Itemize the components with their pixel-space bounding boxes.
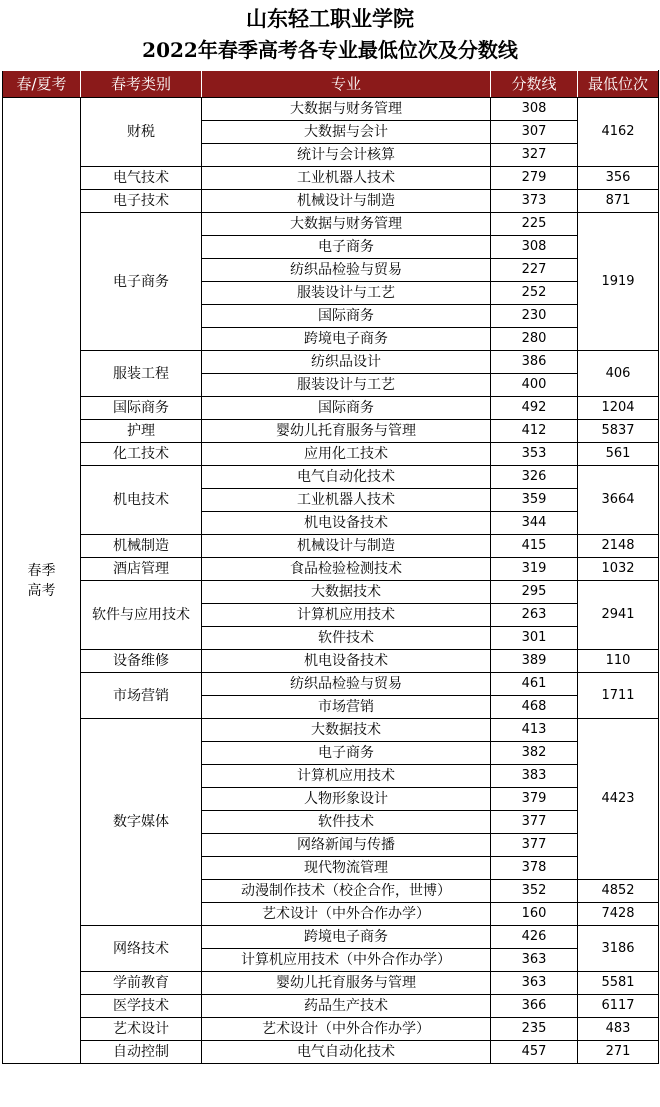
major-cell: 工业机器人技术 xyxy=(202,489,491,512)
score-cell: 413 xyxy=(491,719,578,742)
table-row xyxy=(3,466,659,489)
rank-cell: 4162 xyxy=(578,98,659,167)
major-cell: 电子商务 xyxy=(202,236,491,259)
major-cell: 人物形象设计 xyxy=(202,788,491,811)
rank-cell: 1919 xyxy=(578,213,659,351)
rank-cell: 561 xyxy=(578,443,659,466)
major-cell: 软件技术 xyxy=(202,811,491,834)
score-cell: 383 xyxy=(491,765,578,788)
table-row xyxy=(3,719,659,742)
major-cell: 统计与会计核算 xyxy=(202,144,491,167)
season-cell xyxy=(3,98,81,1064)
table-row xyxy=(3,581,659,604)
rank-cell: 406 xyxy=(578,351,659,397)
score-cell: 363 xyxy=(491,949,578,972)
category-cell: 学前教育 xyxy=(81,972,202,995)
major-cell: 国际商务 xyxy=(202,397,491,420)
major-cell: 电气自动化技术 xyxy=(202,466,491,489)
major-cell: 动漫制作技术（校企合作，世博） xyxy=(202,880,491,903)
document-title xyxy=(0,0,660,70)
category-cell: 艺术设计 xyxy=(81,1018,202,1041)
rank-cell: 4852 xyxy=(578,880,659,903)
table-row xyxy=(3,351,659,374)
header-rank: 最低位次 xyxy=(578,71,659,98)
major-cell: 机电设备技术 xyxy=(202,512,491,535)
major-cell: 纺织品检验与贸易 xyxy=(202,673,491,696)
table-row xyxy=(3,535,659,558)
table-row xyxy=(3,995,659,1018)
major-cell: 机械设计与制造 xyxy=(202,535,491,558)
header-category: 春考类别 xyxy=(81,71,202,98)
category-cell: 机电技术 xyxy=(81,466,202,535)
score-cell: 492 xyxy=(491,397,578,420)
score-cell: 379 xyxy=(491,788,578,811)
score-cell: 235 xyxy=(491,1018,578,1041)
score-cell: 230 xyxy=(491,305,578,328)
table-row xyxy=(3,98,659,121)
major-cell: 计算机应用技术（中外合作办学） xyxy=(202,949,491,972)
major-cell: 软件技术 xyxy=(202,627,491,650)
major-cell: 机电设备技术 xyxy=(202,650,491,673)
major-cell: 网络新闻与传播 xyxy=(202,834,491,857)
major-cell: 婴幼儿托育服务与管理 xyxy=(202,972,491,995)
major-cell: 药品生产技术 xyxy=(202,995,491,1018)
major-cell: 纺织品检验与贸易 xyxy=(202,259,491,282)
score-cell: 227 xyxy=(491,259,578,282)
major-cell: 计算机应用技术 xyxy=(202,765,491,788)
rank-cell: 356 xyxy=(578,167,659,190)
major-cell: 跨境电子商务 xyxy=(202,328,491,351)
score-cell: 366 xyxy=(491,995,578,1018)
rank-cell: 6117 xyxy=(578,995,659,1018)
rank-cell: 2941 xyxy=(578,581,659,650)
major-cell: 计算机应用技术 xyxy=(202,604,491,627)
score-cell: 400 xyxy=(491,374,578,397)
category-cell: 电子技术 xyxy=(81,190,202,213)
major-cell: 纺织品设计 xyxy=(202,351,491,374)
category-cell: 数字媒体 xyxy=(81,719,202,926)
table-row xyxy=(3,673,659,696)
major-cell: 机械设计与制造 xyxy=(202,190,491,213)
major-cell: 现代物流管理 xyxy=(202,857,491,880)
category-cell: 自动控制 xyxy=(81,1041,202,1064)
score-cell: 344 xyxy=(491,512,578,535)
season-line: 春季 xyxy=(27,562,56,579)
score-table xyxy=(2,70,659,1064)
score-cell: 326 xyxy=(491,466,578,489)
category-cell: 网络技术 xyxy=(81,926,202,972)
score-cell: 389 xyxy=(491,650,578,673)
major-cell: 工业机器人技术 xyxy=(202,167,491,190)
score-cell: 160 xyxy=(491,903,578,926)
category-cell: 护理 xyxy=(81,420,202,443)
score-cell: 377 xyxy=(491,811,578,834)
rank-cell: 1204 xyxy=(578,397,659,420)
category-cell: 电子商务 xyxy=(81,213,202,351)
score-cell: 308 xyxy=(491,236,578,259)
rank-cell: 3664 xyxy=(578,466,659,535)
category-cell: 机械制造 xyxy=(81,535,202,558)
score-cell: 225 xyxy=(491,213,578,236)
score-cell: 327 xyxy=(491,144,578,167)
rank-cell: 2148 xyxy=(578,535,659,558)
score-cell: 280 xyxy=(491,328,578,351)
rank-cell: 110 xyxy=(578,650,659,673)
major-cell: 大数据技术 xyxy=(202,719,491,742)
major-cell: 艺术设计（中外合作办学） xyxy=(202,903,491,926)
header-season: 春/夏考 xyxy=(3,71,81,98)
category-cell: 酒店管理 xyxy=(81,558,202,581)
major-cell: 大数据与财务管理 xyxy=(202,98,491,121)
score-cell: 415 xyxy=(491,535,578,558)
major-cell: 大数据与会计 xyxy=(202,121,491,144)
major-cell: 跨境电子商务 xyxy=(202,926,491,949)
major-cell: 服装设计与工艺 xyxy=(202,282,491,305)
major-cell: 国际商务 xyxy=(202,305,491,328)
category-cell: 软件与应用技术 xyxy=(81,581,202,650)
header-major: 专业 xyxy=(202,71,491,98)
score-cell: 363 xyxy=(491,972,578,995)
table-row xyxy=(3,1041,659,1064)
title-line-2: 2022年春季高考各专业最低位次及分数线 xyxy=(142,38,518,62)
score-cell: 308 xyxy=(491,98,578,121)
major-cell: 电气自动化技术 xyxy=(202,1041,491,1064)
rank-cell: 1711 xyxy=(578,673,659,719)
score-cell: 378 xyxy=(491,857,578,880)
category-cell: 国际商务 xyxy=(81,397,202,420)
header-row xyxy=(3,71,659,98)
score-cell: 412 xyxy=(491,420,578,443)
table-row xyxy=(3,213,659,236)
major-cell: 艺术设计（中外合作办学） xyxy=(202,1018,491,1041)
score-cell: 386 xyxy=(491,351,578,374)
table-row xyxy=(3,167,659,190)
rank-cell: 1032 xyxy=(578,558,659,581)
score-cell: 279 xyxy=(491,167,578,190)
table-row xyxy=(3,558,659,581)
season-line: 高考 xyxy=(27,582,56,599)
score-cell: 426 xyxy=(491,926,578,949)
major-cell: 大数据与财务管理 xyxy=(202,213,491,236)
table-row xyxy=(3,1018,659,1041)
major-cell: 大数据技术 xyxy=(202,581,491,604)
score-cell: 382 xyxy=(491,742,578,765)
table-row xyxy=(3,926,659,949)
table-row xyxy=(3,190,659,213)
score-cell: 468 xyxy=(491,696,578,719)
major-cell: 婴幼儿托育服务与管理 xyxy=(202,420,491,443)
major-cell: 电子商务 xyxy=(202,742,491,765)
score-cell: 263 xyxy=(491,604,578,627)
category-cell: 设备维修 xyxy=(81,650,202,673)
major-cell: 服装设计与工艺 xyxy=(202,374,491,397)
score-cell: 301 xyxy=(491,627,578,650)
category-cell: 电气技术 xyxy=(81,167,202,190)
table-row xyxy=(3,443,659,466)
rank-cell: 483 xyxy=(578,1018,659,1041)
score-cell: 295 xyxy=(491,581,578,604)
rank-cell: 271 xyxy=(578,1041,659,1064)
major-cell: 市场营销 xyxy=(202,696,491,719)
category-cell: 财税 xyxy=(81,98,202,167)
score-cell: 307 xyxy=(491,121,578,144)
score-cell: 252 xyxy=(491,282,578,305)
rank-cell: 5581 xyxy=(578,972,659,995)
table-row xyxy=(3,650,659,673)
score-cell: 373 xyxy=(491,190,578,213)
rank-cell: 5837 xyxy=(578,420,659,443)
category-cell: 市场营销 xyxy=(81,673,202,719)
category-cell: 服装工程 xyxy=(81,351,202,397)
rank-cell: 4423 xyxy=(578,719,659,880)
rank-cell: 3186 xyxy=(578,926,659,972)
score-cell: 457 xyxy=(491,1041,578,1064)
rank-cell: 871 xyxy=(578,190,659,213)
table-body xyxy=(3,98,659,1064)
score-cell: 352 xyxy=(491,880,578,903)
table-row xyxy=(3,397,659,420)
header-score: 分数线 xyxy=(491,71,578,98)
score-cell: 377 xyxy=(491,834,578,857)
category-cell: 化工技术 xyxy=(81,443,202,466)
title-line-1: 山东轻工职业学院 xyxy=(246,6,414,31)
score-cell: 319 xyxy=(491,558,578,581)
major-cell: 应用化工技术 xyxy=(202,443,491,466)
score-cell: 359 xyxy=(491,489,578,512)
score-cell: 353 xyxy=(491,443,578,466)
category-cell: 医学技术 xyxy=(81,995,202,1018)
table-row xyxy=(3,420,659,443)
table-row xyxy=(3,972,659,995)
score-cell: 461 xyxy=(491,673,578,696)
major-cell: 食品检验检测技术 xyxy=(202,558,491,581)
rank-cell: 7428 xyxy=(578,903,659,926)
